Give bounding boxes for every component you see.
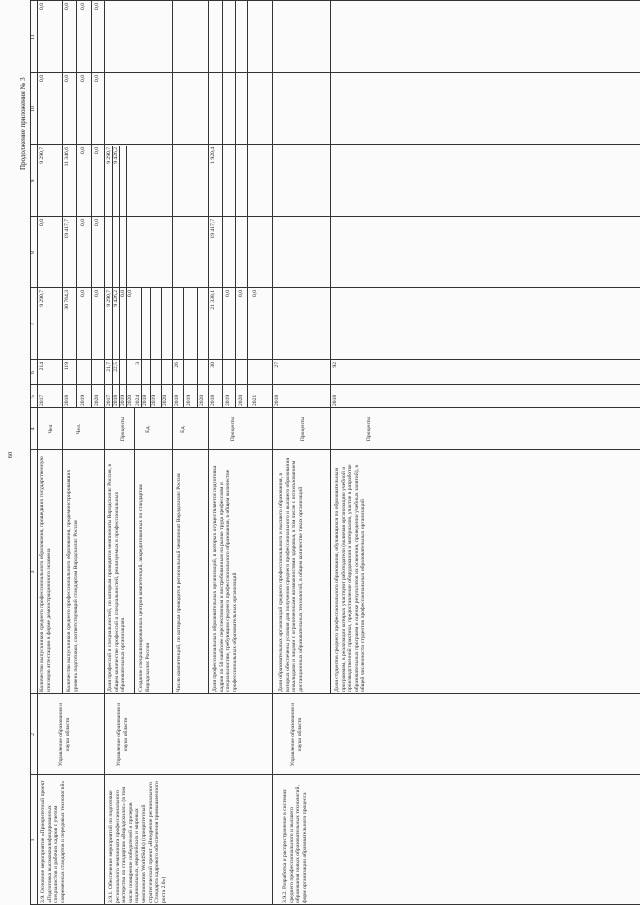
value-cell: 22,5 xyxy=(113,362,119,372)
year-cell: 2020 xyxy=(127,394,133,406)
table-right-border xyxy=(30,0,640,1)
year-cell: 2019 xyxy=(80,394,86,406)
col-header-2: 2 xyxy=(30,733,36,736)
year-cell: 2018 xyxy=(64,394,70,406)
unit-3-9-b: Чел. xyxy=(76,423,82,435)
executor-3-9-2: Управление образования и науки области xyxy=(290,702,303,767)
amount-cell: 0,0 xyxy=(80,75,86,82)
value-cell: 21,7 xyxy=(106,362,112,372)
year-cell: 2020 xyxy=(199,394,205,406)
row-divider xyxy=(222,0,223,408)
header-row-border xyxy=(37,0,38,905)
amount-cell: 0,0 xyxy=(94,219,100,226)
amount-cell: 0,0 xyxy=(94,290,100,297)
col-divider-9 xyxy=(30,144,640,145)
amount-cell: 0,0 xyxy=(120,290,126,297)
amount-cell: 19 417,7 xyxy=(64,219,70,239)
amount-cell: 9 290,7 xyxy=(39,147,45,164)
year-cell: 2020 xyxy=(162,394,168,406)
col-divider-8 xyxy=(30,216,640,217)
indicator-3-9-1-b: Создание специализированных центров компетенций, аккредитованных по стандартам Ворлдскиллс Россия xyxy=(138,484,151,692)
section-divider xyxy=(104,0,105,905)
amount-cell: 30 764,3 xyxy=(64,290,70,310)
unit-3-9-2-b: Проценты xyxy=(366,416,372,442)
activity-3-9-2: 3.9.2. Разработка и распространение в системах среднего профессионального и высшего образования новых образовательных технологий, форм организации образовательного процесса xyxy=(282,785,308,903)
row-divider xyxy=(91,0,92,408)
year-cell: 2018 xyxy=(174,394,180,406)
row-divider xyxy=(172,0,173,694)
appendix-caption: Продолжение приложения № 3 xyxy=(19,77,27,170)
value-cell: 92 xyxy=(332,362,338,368)
col-header-10: 10 xyxy=(30,106,36,112)
unit-3-9-1-d: Проценты xyxy=(230,416,236,442)
unit-3-9-2-a: Проценты xyxy=(300,416,306,442)
indicator-3-9-1-d: Доля профессиональных образовательных организаций, в которых осуществляется подготовка кадров по 50 наиболее перспективным и востребованным на рынке труда профессиям и специальностям, требующим среднего профессионального образования, в общем количестве профессиональных образовательных организаций xyxy=(212,465,238,692)
indicator-3-9-2-a: Доля образовательных организаций среднего профессионального и высшего образования, в которых обеспечены условия для получения среднего профессионального и высшего образования инвалидами и лицами с ограниченными возможностями здоровья, в том числе с использованием дистанционных образовательных технологий, в общем количестве таких организаций xyxy=(278,457,304,692)
year-cell: 2020 xyxy=(238,394,244,406)
amount-cell: 0,0 xyxy=(94,3,100,10)
amount-cell: 0,0 xyxy=(80,290,86,297)
row-divider xyxy=(134,408,135,694)
col-divider-7 xyxy=(30,287,640,288)
row-divider xyxy=(76,0,77,408)
amount-cell: 19 417,7 xyxy=(210,219,216,239)
row-divider xyxy=(119,146,120,408)
col-header-1: 1 xyxy=(30,838,36,842)
col-header-5: 5 xyxy=(30,395,36,398)
row-divider xyxy=(141,288,142,408)
amount-cell: 9 290,7 xyxy=(106,147,112,164)
value-cell: 3 xyxy=(135,362,141,365)
col-header-9: 9 xyxy=(30,179,36,183)
row-divider xyxy=(197,288,198,408)
value-cell: 26 xyxy=(174,362,180,368)
amount-cell: 0,0 xyxy=(225,290,231,297)
year-cell: 2024 xyxy=(135,394,141,406)
col-header-8: 8 xyxy=(30,251,36,254)
year-cell: 2019 xyxy=(120,394,126,406)
value-cell: 27 xyxy=(274,362,280,368)
indicator-3-9-1-c: Число компетенций, по которым проводится региональный чемпионат Ворлдскиллс Россия xyxy=(176,473,182,692)
amount-cell: 0,0 xyxy=(64,75,70,82)
amount-cell: 9 290,7 xyxy=(106,290,112,307)
col-divider-1 xyxy=(30,774,640,775)
row-divider xyxy=(126,146,127,408)
row-divider xyxy=(208,0,209,694)
page-number: 60 xyxy=(7,451,14,459)
col-divider-2 xyxy=(30,693,640,694)
unit-3-9-a: Чел xyxy=(48,424,54,434)
year-cell: 2020 xyxy=(94,394,100,406)
year-cell: 2017 xyxy=(39,394,45,406)
col-header-4: 4 xyxy=(30,427,36,431)
amount-cell: 0,0 xyxy=(252,290,258,297)
amount-cell: 0,0 xyxy=(64,3,70,10)
executor-3-9-1: Управление образования и науки области xyxy=(116,702,129,767)
year-cell: 2018 xyxy=(210,394,216,406)
col-divider-10 xyxy=(30,72,640,73)
amount-cell: 9 426,2 xyxy=(113,290,119,307)
row-divider xyxy=(235,0,236,408)
indicator-3-9-b: Количество выпускников среднего профессионального образования, продемонстрировавших уровень подготовки, соответствующий стандартам Ворлдскиллс Россия xyxy=(66,469,79,692)
year-cell: 2019 xyxy=(186,394,192,406)
row-divider xyxy=(247,0,248,408)
amount-cell: 0,0 xyxy=(39,3,45,10)
amount-cell: 0,0 xyxy=(80,3,86,10)
amount-cell: 11 346,6 xyxy=(64,147,70,167)
executor-3-9: Управление образования и науки области xyxy=(58,702,71,767)
col-header-7: 7 xyxy=(30,322,36,326)
amount-cell: 0,0 xyxy=(80,219,86,226)
year-cell: 2018 xyxy=(332,394,338,406)
year-cell: 2018 xyxy=(113,394,119,406)
activity-3-9: 3.9. Основное мероприятие «Приоритетный проект «Подготовка высококвалифицированных специалистов и рабочих кадров с учетом современных стандартов и передовых технологий» xyxy=(40,780,66,903)
year-cell: 2021 xyxy=(252,394,258,406)
activity-3-9-1: 3.9.1. Обеспечение мероприятий по подготовке регионального чемпионата профессионального мастерства по стандартам «Ворлдскиллс» (в том числе поощрение победителей и призеров национальных, европейских и мировых чемпионатов WorldSkills) (приоритетный стратегический проект «Внедрение регионального Стандарта кадрового обеспечения промышленного роста 2.0») xyxy=(108,781,167,903)
row-divider xyxy=(161,288,162,408)
col-header-11: 11 xyxy=(30,34,36,40)
row-divider xyxy=(183,288,184,408)
unit-3-9-1-c: Ед. xyxy=(180,425,186,433)
row-divider xyxy=(330,0,331,694)
year-cell: 2019 xyxy=(225,394,231,406)
amount-cell: 9 290,7 xyxy=(39,290,45,307)
value-cell: 214 xyxy=(39,362,45,371)
year-cell: 2018 xyxy=(274,394,280,406)
unit-3-9-1-a: Проценты xyxy=(120,416,126,442)
amount-cell: 0,0 xyxy=(94,75,100,82)
amount-cell: 9 426,2 xyxy=(113,147,119,164)
indicator-3-9-a: Количество выпускников среднего профессионального образования, прошедших государственную итоговую аттестацию в форме демонстрационного экзамена xyxy=(39,456,52,692)
amount-cell: 0,0 xyxy=(39,219,45,226)
col-header-3: 3 xyxy=(30,570,36,574)
section-divider xyxy=(272,0,273,905)
amount-cell: 21 338,1 xyxy=(210,290,216,310)
year-cell: 2019 xyxy=(151,394,157,406)
amount-cell: 0,0 xyxy=(238,290,244,297)
value-cell: 30 xyxy=(210,362,216,368)
amount-cell: 0,0 xyxy=(80,147,86,154)
unit-3-9-1-b: Ед. xyxy=(145,425,151,433)
amount-cell: 0,0 xyxy=(94,147,100,154)
amount-cell: 0,0 xyxy=(127,290,133,297)
year-cell: 2018 xyxy=(142,394,148,406)
amount-cell: 1 920,4 xyxy=(210,147,216,164)
row-divider xyxy=(150,288,151,408)
row-divider xyxy=(62,0,63,694)
year-cell: 2017 xyxy=(106,394,112,406)
col-header-6: 6 xyxy=(30,371,36,374)
indicator-3-9-1-a: Доля профессий и специальностей, по которым проводятся чемпионаты Ворлдскиллс Россия, в общем количестве профессий и специальностей, реализуемых в профессиональных образовательных организациях xyxy=(107,463,127,692)
indicator-3-9-2-b: Доля студентов среднего профессионального образования, обучающихся по образовательным программам, в реализации которых участвуют работодатели (включая организацию учебной и производственной практики, предоставление оборудования и материалов, участие в разработке образовательных программ и оценке результатов их освоения, проведении учебных занятий), в общей численности студентов профессиональных образовательных организаций xyxy=(334,464,367,692)
amount-cell: 0,0 xyxy=(39,75,45,82)
value-cell: 119 xyxy=(64,362,70,371)
